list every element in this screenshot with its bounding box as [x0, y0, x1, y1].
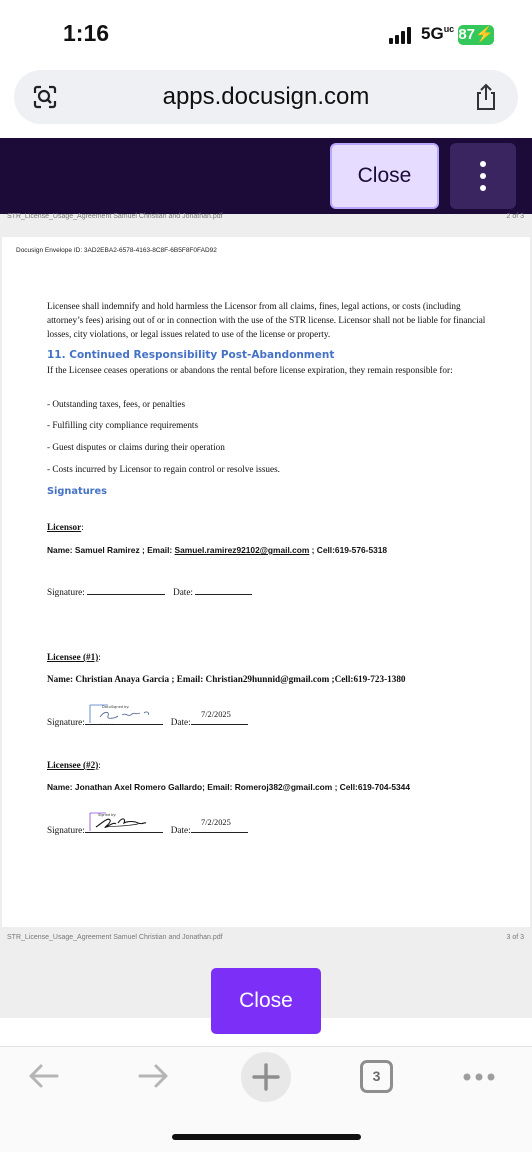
- date-blank: [195, 587, 252, 595]
- new-tab-plus-icon: [241, 1052, 291, 1102]
- licensee-1-signature-image: [88, 703, 158, 725]
- share-icon[interactable]: [474, 83, 498, 111]
- signature-blank: [87, 587, 165, 595]
- page-file-caption: STR_License_Usage_Agreement Samuel Christian and Jonathan.pdf: [7, 213, 223, 220]
- network-type: $5G^{uc}$: [421, 24, 455, 43]
- more-options-button[interactable]: [450, 143, 516, 209]
- address-bar[interactable]: [14, 70, 518, 124]
- signature-label: Signature:: [47, 717, 85, 727]
- envelope-id: Docusign Envelope ID: 3AD2EBA2-6578-4163-8C8F-6B5F8F0FAD92: [16, 247, 217, 254]
- licensee-1-role-suffix: :: [98, 652, 101, 662]
- date-label: Date:: [173, 587, 196, 597]
- battery-level: 87: [458, 26, 475, 43]
- indemnify-paragraph: Licensee shall indemnify and hold harmless the Licensor from all claims, fines, legal actions, or costs (including attorney’s fees) arising out of or in connection with the use of the STR license. Licensor shall not be liable for financial losses, city violations, or legal issues related to use of the license or property.: [47, 301, 486, 339]
- licensor-role: Licensor: [47, 522, 82, 532]
- licensee-2-date-value: 7/2/2025: [201, 818, 231, 827]
- page-number-current: 3 of 3: [506, 934, 524, 941]
- close-button[interactable]: Close: [330, 143, 439, 209]
- bullet-item: - Guest disputes or claims during their operation: [47, 442, 225, 452]
- bullet-item: - Fulfilling city compliance requirements: [47, 420, 199, 430]
- licensee-2-name-line: Name: Jonathan Axel Romero Gallardo; Email: Romeroj382@gmail.com ; Cell:619-704-5344: [47, 782, 410, 792]
- licensee-2-label: [47, 760, 101, 770]
- licensor-signature-line: [47, 587, 252, 597]
- status-bar: [0, 0, 532, 64]
- signature-label: Signature:: [47, 825, 85, 835]
- camera-search-icon[interactable]: [32, 84, 58, 110]
- section-11-heading: 11. Continued Responsibility Post-Abandonment: [47, 349, 335, 361]
- licensee-1-date-value: 7/2/2025: [201, 710, 231, 719]
- document-page: [2, 237, 530, 927]
- document-viewer[interactable]: [0, 214, 532, 1018]
- url-text[interactable]: apps.docusign.com: [162, 83, 370, 110]
- licensor-email-link[interactable]: Samuel.ramirez92102@gmail.com: [174, 545, 310, 555]
- licensor-name-line: [47, 545, 387, 555]
- licensee-2-role: Licensee (#2): [47, 760, 99, 770]
- back-arrow-icon[interactable]: [27, 1063, 59, 1089]
- page-number-prev: 2 of 3: [506, 213, 524, 220]
- signature-label: Signature:: [47, 587, 88, 597]
- date-label: Date:: [170, 717, 191, 727]
- battery-indicator: 87⚡: [458, 26, 494, 43]
- date-label: Date:: [170, 825, 191, 835]
- licensee-2-signature-image: [88, 811, 158, 833]
- licensee-1-signature-badge: DocuSigned by:: [102, 705, 130, 709]
- licensee-1-name-line: Name: Christian Anaya Garcia ; Email: Christian29hunnid@gmail.com ;Cell:619-723-1380: [47, 674, 406, 684]
- bullet-item: - Outstanding taxes, fees, or penalties: [47, 399, 186, 409]
- licensor-cell: ; Cell:619-576-5318: [309, 545, 388, 555]
- licensee-1-role: Licensee (#1): [47, 652, 99, 662]
- more-horizontal-icon[interactable]: [463, 1072, 495, 1082]
- forward-arrow-icon[interactable]: [138, 1063, 170, 1089]
- close-bottom-button[interactable]: Close: [211, 968, 321, 1034]
- network-label: 5G: [421, 24, 444, 43]
- cellular-signal-icon: [389, 26, 413, 44]
- tabs-count-icon[interactable]: [360, 1060, 393, 1093]
- licensee-2-signature-badge: Signed by:: [98, 813, 117, 817]
- docusign-toolbar: [0, 138, 532, 214]
- home-indicator: [172, 1134, 361, 1140]
- status-time: 1:16: [63, 20, 110, 46]
- licensee-2-role-suffix: :: [98, 760, 101, 770]
- page-file-caption: STR_License_Usage_Agreement Samuel Christian and Jonathan.pdf: [7, 934, 223, 941]
- licensor-name: Name: Samuel Ramirez ; Email:: [47, 545, 175, 555]
- licensor-label: [47, 522, 84, 532]
- licensor-role-suffix: :: [81, 522, 84, 532]
- licensee-1-label: [47, 652, 101, 662]
- bullet-item: - Costs incurred by Licensor to regain control or resolve issues.: [47, 464, 280, 474]
- new-tab-button[interactable]: [241, 1052, 291, 1102]
- svg-text:- - - - - - -: - - - - - - -: [100, 721, 114, 725]
- section-11-text: If the Licensee ceases operations or abandons the rental before license expiration, they remain responsible for:: [47, 365, 453, 375]
- more-vertical-icon: [480, 161, 486, 167]
- tab-count: 3: [372, 1068, 381, 1084]
- signatures-heading: Signatures: [47, 486, 107, 497]
